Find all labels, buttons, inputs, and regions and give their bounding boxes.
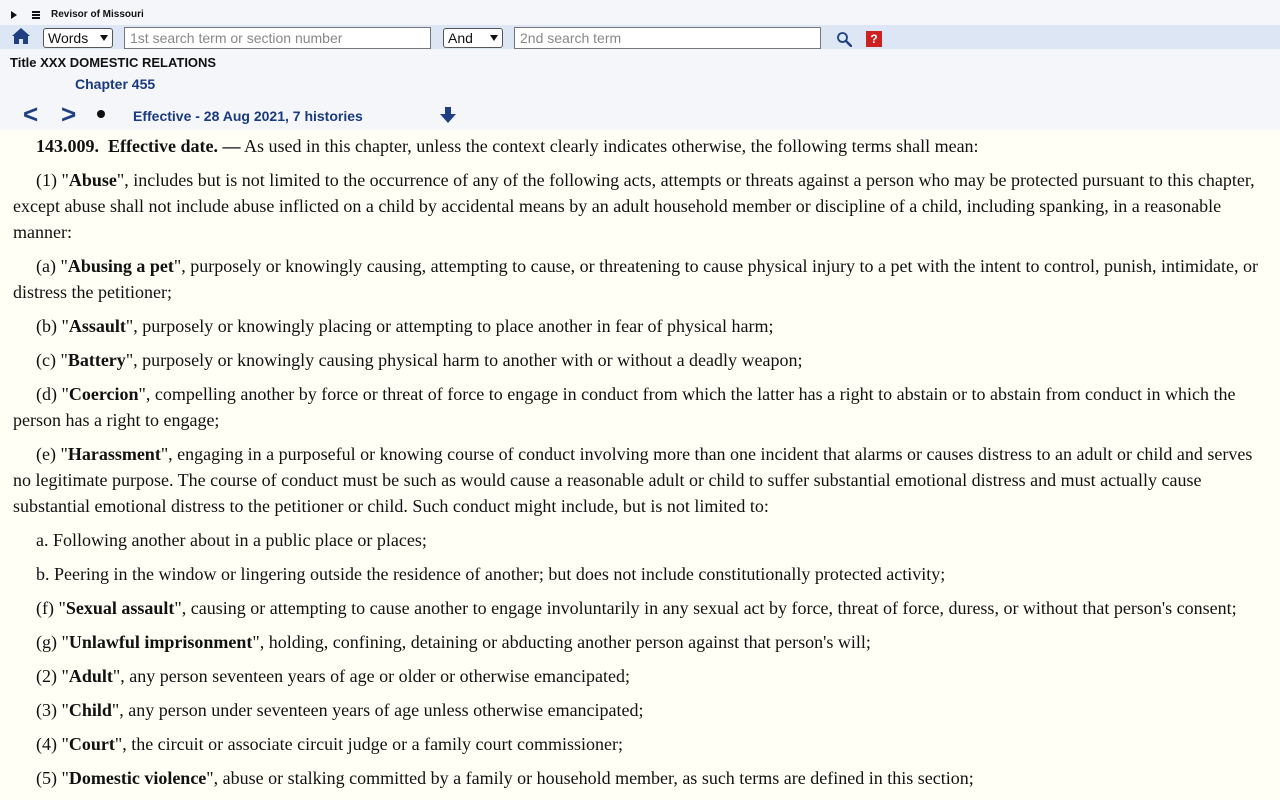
definition-text: ", the circuit or associate circuit judge or a family court commissioner; (114, 734, 624, 754)
definition-term: Harassment (67, 444, 161, 464)
second-search-placeholder: 2nd search term (520, 30, 622, 46)
definition-text: ", abuse or stalking committed by a family or household member, as such terms are defined in this section; (206, 768, 974, 788)
search-type-value: Words (48, 30, 89, 46)
definitions-list (13, 167, 1268, 791)
definition-text: ", purposely or knowingly causing, attempting to cause, or threatening to cause physical injury to a pet with the intent to control, punish, intimidate, or distress the petitioner; (13, 256, 1258, 302)
definition-item (13, 663, 1268, 689)
chapter-link[interactable]: Chapter 455 (75, 76, 156, 92)
definition-prefix: (2) " (36, 666, 69, 686)
search-icon[interactable] (836, 31, 852, 47)
effective-date-link[interactable]: Effective - 28 Aug 2021, 7 histories (133, 108, 363, 124)
definition-item (13, 561, 1268, 587)
definition-item (13, 527, 1268, 553)
first-search-placeholder: 1st search term or section number (130, 30, 343, 46)
definition-prefix: (1) " (36, 170, 69, 190)
definition-term: Battery (67, 350, 126, 370)
definition-text: Peering in the window or lingering outside the residence of another; but does not include constitutionally protected activity; (54, 564, 946, 584)
definition-item (13, 595, 1268, 621)
definition-prefix: (d) " (36, 384, 69, 404)
definition-prefix: (g) " (36, 632, 69, 652)
next-section-button[interactable]: > (61, 99, 77, 129)
definition-prefix: (e) " (36, 444, 68, 464)
definition-item (13, 347, 1268, 373)
definition-item (13, 765, 1268, 791)
first-search-input[interactable] (124, 27, 431, 49)
definition-text: ", purposely or knowingly causing physical harm to another with or without a deadly weapon; (125, 350, 803, 370)
definition-prefix: (c) " (36, 350, 68, 370)
definition-term: Child (68, 700, 112, 720)
definition-text: ", holding, confining, detaining or abducting another person against that person's will; (252, 632, 871, 652)
definition-item (13, 167, 1268, 245)
definition-item (13, 441, 1268, 519)
section-heading: Effective date. — (108, 136, 241, 156)
definition-item (13, 313, 1268, 339)
section-number: 143.009. (36, 136, 99, 156)
definition-text: ", purposely or knowingly placing or attempting to place another in fear of physical harm; (125, 316, 774, 336)
definition-item (13, 253, 1268, 305)
definition-prefix: (b) " (36, 316, 69, 336)
definition-prefix: a. (36, 530, 53, 550)
statute-content (13, 133, 1268, 799)
operator-value: And (448, 30, 473, 46)
current-section-dot[interactable] (97, 110, 105, 118)
definition-prefix: (f) " (36, 598, 66, 618)
section-intro-text: As used in this chapter, unless the context clearly indicates otherwise, the following terms shall mean: (243, 136, 979, 156)
definition-term: Coercion (68, 384, 139, 404)
home-icon[interactable] (11, 27, 31, 45)
chevron-down-icon (490, 35, 498, 41)
section-intro (13, 133, 1268, 159)
definition-text: Following another about in a public place or places; (53, 530, 427, 550)
definition-term: Adult (68, 666, 113, 686)
definition-item (13, 629, 1268, 655)
help-icon[interactable]: ? (866, 31, 882, 47)
definition-term: Unlawful imprisonment (68, 632, 253, 652)
definition-prefix: b. (36, 564, 54, 584)
definition-prefix: (4) " (36, 734, 69, 754)
definition-item (13, 697, 1268, 723)
expand-triangle-icon[interactable] (11, 11, 17, 19)
previous-section-button[interactable]: < (23, 99, 39, 129)
definition-term: Assault (68, 316, 126, 336)
definition-text: ", causing or attempting to cause another to engage involuntarily in any sexual act by force, threat of force, duress, or without that person's consent; (174, 598, 1237, 618)
down-arrow-icon[interactable] (439, 106, 457, 124)
menu-icon[interactable] (32, 11, 40, 19)
definition-text: ", includes but is not limited to the occurrence of any of the following acts, attempts or threats against a person who may be protected pursuant to this chapter, except abuse shall not include abuse inflicted on a child by accidental means by an adult household member or discipline of a child, including spanking, in a reasonable manner: (13, 170, 1255, 242)
definition-text: ", compelling another by force or threat of force to engage in conduct from which the latter has a right to abstain or to abstain from conduct in which the person has a right to engage; (13, 384, 1236, 430)
definition-text: ", any person seventeen years of age or older or otherwise emancipated; (112, 666, 630, 686)
definition-term: Sexual assault (65, 598, 175, 618)
definition-term: Abusing a pet (67, 256, 174, 276)
definition-text: ", engaging in a purposeful or knowing course of conduct involving more than one incident that alarms or causes distress to an adult or child and serves no legitimate purpose. The course of conduct must be such as would cause a reasonable adult or child to suffer substantial emotional distress and must actually cause substantial emotional distress to the petitioner or child. Such conduct might include, but is not limited to: (13, 444, 1253, 516)
definition-term: Abuse (68, 170, 117, 190)
search-type-select[interactable] (43, 28, 113, 48)
operator-select[interactable] (443, 28, 503, 48)
chevron-down-icon (100, 35, 108, 41)
definition-term: Domestic violence (68, 768, 207, 788)
definition-prefix: (a) " (36, 256, 68, 276)
definition-item (13, 731, 1268, 757)
site-name[interactable]: Revisor of Missouri (51, 9, 144, 20)
title-breadcrumb[interactable]: Title XXX DOMESTIC RELATIONS (10, 55, 217, 70)
definition-text: ", any person under seventeen years of age unless otherwise emancipated; (111, 700, 644, 720)
header (0, 0, 1280, 130)
definition-item (13, 381, 1268, 433)
definition-prefix: (5) " (36, 768, 69, 788)
second-search-input[interactable] (514, 27, 821, 49)
definition-prefix: (3) " (36, 700, 69, 720)
definition-term: Court (68, 734, 115, 754)
